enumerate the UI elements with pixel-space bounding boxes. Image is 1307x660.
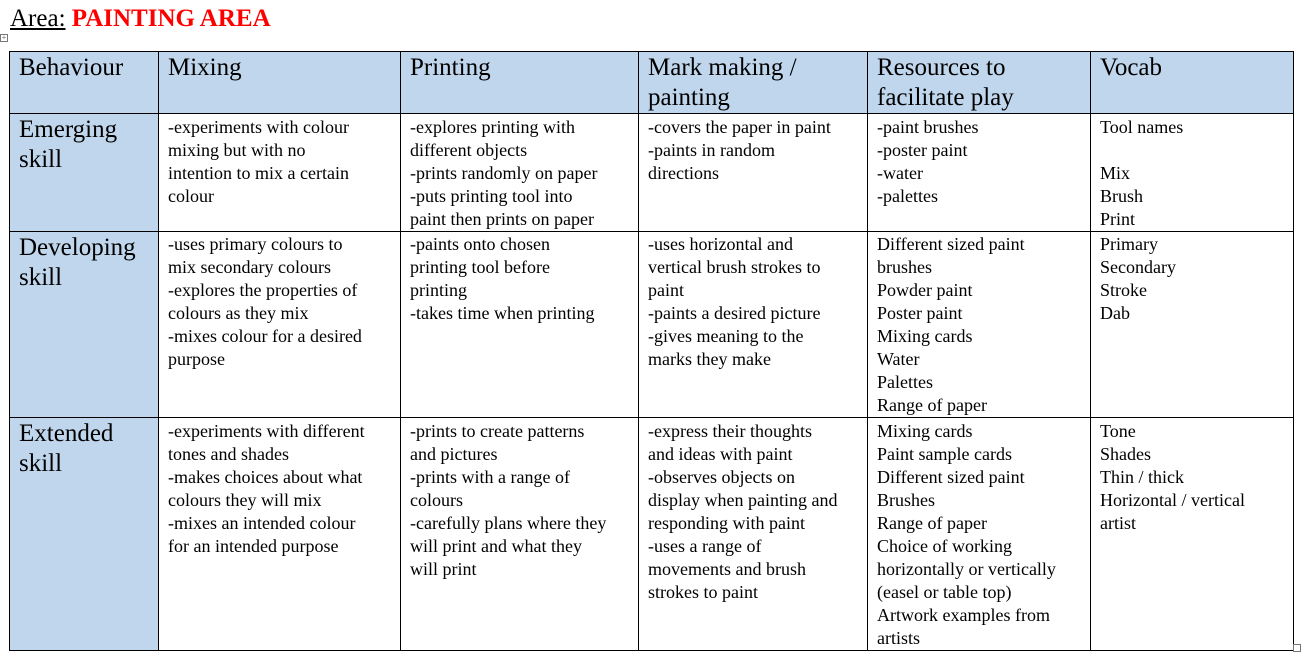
cell-line: -paint brushes <box>877 117 979 137</box>
area-heading <box>10 4 271 34</box>
cell-line: Primary <box>1100 234 1158 254</box>
cell-line: Mixing <box>168 54 242 81</box>
behaviour-developing <box>10 232 159 418</box>
cell-line: facilitate play <box>877 84 1014 111</box>
cell-line: Mix <box>1100 163 1131 183</box>
cell-line: colours <box>410 490 463 510</box>
cell-line: Powder paint <box>877 280 973 300</box>
cell-line: Emerging <box>19 116 118 143</box>
cell-line: Range of paper <box>877 395 987 415</box>
cell-line: Resources to <box>877 54 1006 81</box>
cell-line: Poster paint <box>877 303 963 323</box>
cell-line: painting <box>648 84 730 111</box>
cell-line: vertical brush strokes to <box>648 257 821 277</box>
cell-line: Shades <box>1100 444 1151 464</box>
cell-line: marks they make <box>648 349 771 369</box>
cell-line: Water <box>877 349 920 369</box>
cell-line: Mixing cards <box>877 421 973 441</box>
blank-line <box>1100 139 1293 162</box>
table-row-emerging <box>10 114 1294 232</box>
cell-line: -explores printing with <box>410 117 575 137</box>
cell-line: Secondary <box>1100 257 1176 277</box>
cell-line: Print <box>1100 209 1136 229</box>
cell-line: -mixes an intended colour <box>168 513 356 533</box>
cell-line: -paints in random <box>648 140 775 160</box>
cell-line: colours as they mix <box>168 303 309 323</box>
extended-mark-making-cell <box>639 418 868 651</box>
cell-line: Tone <box>1100 421 1136 441</box>
cell-line: -water <box>877 163 923 183</box>
cell-line: -carefully plans where they <box>410 513 607 533</box>
cell-line: -experiments with colour <box>168 117 349 137</box>
cell-line: Stroke <box>1100 280 1147 300</box>
cell-line: -paints onto chosen <box>410 234 550 254</box>
table-body <box>10 52 1294 651</box>
cell-line: Paint sample cards <box>877 444 1012 464</box>
table-resize-handle-icon[interactable] <box>1293 644 1301 652</box>
cell-line: horizontally or vertically <box>877 559 1056 579</box>
cell-line: paint <box>648 280 684 300</box>
cell-line: Thin / thick <box>1100 467 1184 487</box>
extended-resources-cell <box>868 418 1091 651</box>
cell-line: -uses a range of <box>648 536 762 556</box>
header-mixing <box>159 52 401 114</box>
cell-line: Brush <box>1100 186 1144 206</box>
cell-line: -prints with a range of <box>410 467 570 487</box>
cell-line: -covers the paper in paint <box>648 117 831 137</box>
cell-line: Range of paper <box>877 513 987 533</box>
cell-line: -gives meaning to the <box>648 326 804 346</box>
cell-line: directions <box>648 163 719 183</box>
behaviour-extended <box>10 418 159 651</box>
emerging-vocab-cell <box>1091 114 1294 232</box>
extended-printing-cell <box>401 418 639 651</box>
cell-line: Artwork examples from <box>877 605 1050 625</box>
cell-line: -poster paint <box>877 140 968 160</box>
developing-printing-cell <box>401 232 639 418</box>
area-label: Area: <box>10 5 66 32</box>
emerging-resources-cell <box>868 114 1091 232</box>
developing-mixing-cell <box>159 232 401 418</box>
cell-line: -explores the properties of <box>168 280 358 300</box>
cell-line: Palettes <box>877 372 933 392</box>
cell-line: mixing but with no <box>168 140 306 160</box>
table-row-developing <box>10 232 1294 418</box>
cell-line: -experiments with different <box>168 421 365 441</box>
behaviour-emerging <box>10 114 159 232</box>
header-row <box>10 52 1294 114</box>
developing-resources-cell <box>868 232 1091 418</box>
cell-line: intention to mix a certain <box>168 163 349 183</box>
cell-line: -mixes colour for a desired <box>168 326 362 346</box>
cell-line: display when painting and <box>648 490 838 510</box>
cell-line: movements and brush <box>648 559 806 579</box>
cell-line: different objects <box>410 140 528 160</box>
header-mark-making <box>639 52 868 114</box>
cell-line: Horizontal / vertical <box>1100 490 1245 510</box>
cell-line: mix secondary colours <box>168 257 331 277</box>
cell-line: Printing <box>410 54 491 81</box>
cell-line: Extended <box>19 420 114 447</box>
cell-line: Developing <box>19 234 136 261</box>
cell-line: artist <box>1100 513 1136 533</box>
extended-vocab-cell <box>1091 418 1294 651</box>
cell-line: and ideas with paint <box>648 444 793 464</box>
cell-line: will print <box>410 559 477 579</box>
cell-line: Behaviour <box>19 54 124 81</box>
cell-line: -prints randomly on paper <box>410 163 598 183</box>
cell-line: -observes objects on <box>648 467 795 487</box>
cell-line: -uses horizontal and <box>648 234 793 254</box>
emerging-printing-cell <box>401 114 639 232</box>
cell-line: tones and shades <box>168 444 289 464</box>
cell-line: Tool names <box>1100 117 1184 137</box>
cell-line: -puts printing tool into <box>410 186 573 206</box>
cell-line: Different sized paint <box>877 234 1025 254</box>
developing-vocab-cell <box>1091 232 1294 418</box>
cell-line: Mixing cards <box>877 326 973 346</box>
extended-mixing-cell <box>159 418 401 651</box>
header-resources <box>868 52 1091 114</box>
cell-line: -paints a desired picture <box>648 303 821 323</box>
cell-line: Dab <box>1100 303 1130 323</box>
cell-line: -express their thoughts <box>648 421 812 441</box>
cell-line: paint then prints on paper <box>410 209 594 229</box>
cell-line: responding with paint <box>648 513 805 533</box>
cell-line: Different sized paint <box>877 467 1025 487</box>
cell-line: skill <box>19 450 63 477</box>
cell-line: purpose <box>168 349 225 369</box>
cell-line: printing <box>410 280 467 300</box>
cell-line: -takes time when printing <box>410 303 595 323</box>
cell-line: Brushes <box>877 490 935 510</box>
table-row-extended <box>10 418 1294 651</box>
table-move-handle-icon[interactable]: + <box>1 33 7 42</box>
cell-line: brushes <box>877 257 932 277</box>
header-behaviour <box>10 52 159 114</box>
header-printing <box>401 52 639 114</box>
cell-line: -uses primary colours to <box>168 234 343 254</box>
cell-line: skill <box>19 264 63 291</box>
cell-line: colours they will mix <box>168 490 322 510</box>
developing-mark-making-cell <box>639 232 868 418</box>
cell-line: Vocab <box>1100 54 1163 81</box>
cell-line: -prints to create patterns <box>410 421 585 441</box>
cell-line: colour <box>168 186 214 206</box>
area-value: PAINTING AREA <box>71 5 271 32</box>
cell-line: Choice of working <box>877 536 1012 556</box>
cell-line: skill <box>19 146 63 173</box>
cell-line: for an intended purpose <box>168 536 339 556</box>
cell-line: printing tool before <box>410 257 550 277</box>
cell-line: will print and what they <box>410 536 582 556</box>
header-vocab <box>1091 52 1294 114</box>
cell-line: artists <box>877 628 920 648</box>
emerging-mark-making-cell <box>639 114 868 232</box>
cell-line: -palettes <box>877 186 938 206</box>
painting-area-table <box>9 51 1294 651</box>
emerging-mixing-cell <box>159 114 401 232</box>
cell-line: strokes to paint <box>648 582 758 602</box>
cell-line: and pictures <box>410 444 498 464</box>
cell-line: -makes choices about what <box>168 467 363 487</box>
cell-line: Mark making / <box>648 54 797 81</box>
cell-line: (easel or table top) <box>877 582 1012 602</box>
